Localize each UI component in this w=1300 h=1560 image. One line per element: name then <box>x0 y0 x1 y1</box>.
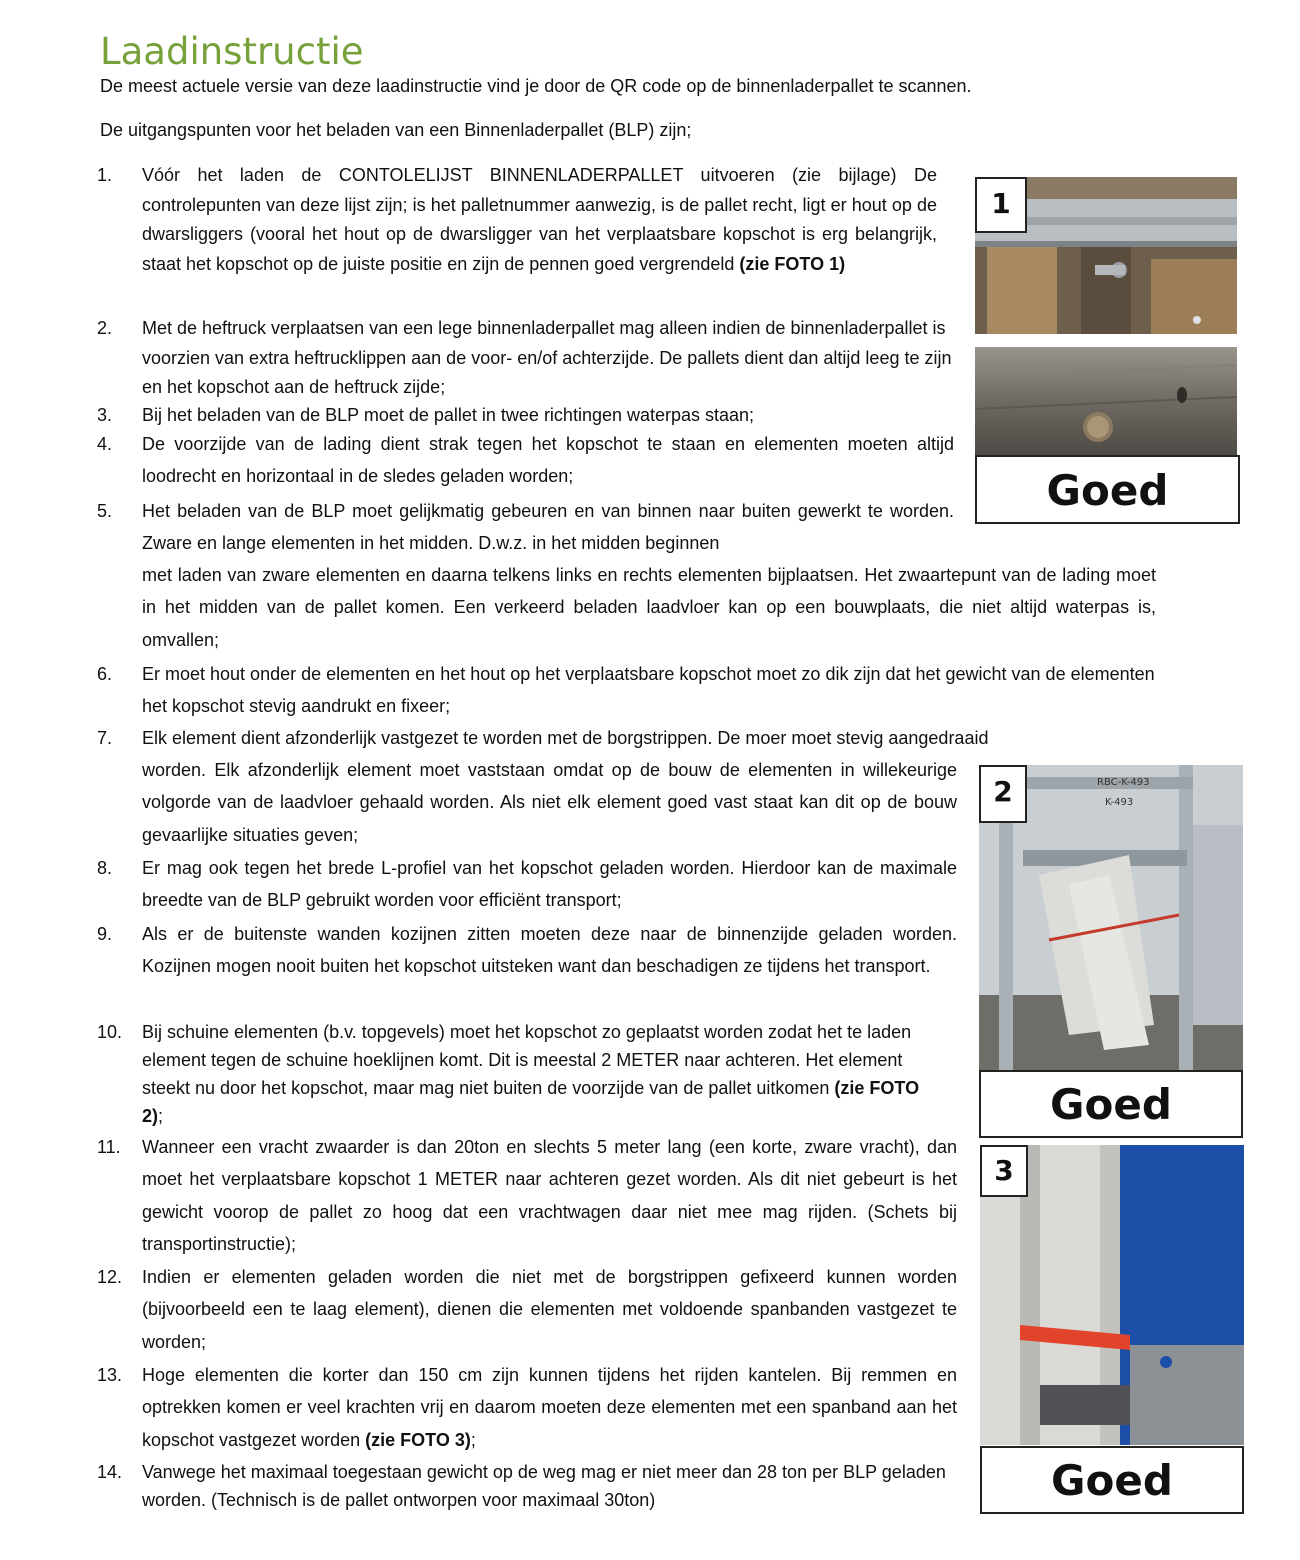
item-number: 1. <box>97 165 113 185</box>
item-text: Vanwege het maximaal toegestaan gewicht op de weg mag er niet meer dan 28 ton per BLP geladen worden. (Technisch is de pallet ontworpen voor maximaal 30ton) <box>142 1462 946 1510</box>
item-text: De voorzijde van de lading dient strak tegen het kopschot te staan en elementen moeten altijd loodrecht en horizontaal in de sledes geladen worden; <box>142 434 954 487</box>
plate-label-1: RBC-K-493 <box>1097 777 1150 788</box>
item-text: Het beladen van de BLP moet gelijkmatig gebeuren en van binnen naar buiten gewerkt te worden. Zware en lange elementen in het midden. D.w.z. in het midden beginnen <box>142 501 954 554</box>
page-title: Laadinstructie <box>100 30 364 73</box>
photo-badge-3: 3 <box>980 1145 1028 1197</box>
photo-1-bottom <box>975 347 1237 455</box>
item-text: Bij schuine elementen (b.v. topgevels) moet het kopschot zo geplaatst worden zodat het te laden element tegen de schuine hoeklijnen komt. Dit is meestal 2 METER naar achteren. Het element steekt nu door het kopschot, maar mag niet buiten de voorzijde van de pallet uitkomen (zie FOTO 2); <box>142 1022 920 1126</box>
item-text: Hoge elementen die korter dan 150 cm zijn kunnen tijdens het rijden kantelen. Bij remmen en optrekken komen er veel krachten vrij en daarom moeten deze elementen met een spanband aan het kopschot vastgezet worden (zie FOTO 3); <box>142 1365 957 1450</box>
item-text-continued: met laden van zware elementen en daarna telkens links en rechts elementen bijplaatsen. Het zwaartepunt van de lading moet in het midden van de pallet komen. Een verkeerd beladen laadvloer kan op een bouwplaats, die niet altijd waterpas is, omvallen; <box>142 565 1156 650</box>
item-text: Als er de buitenste wanden kozijnen zitten moeten deze naar de binnenzijde geladen worden. Kozijnen mogen nooit buiten het kopschot uitsteken want dan beschadigen ze tijdens het transport. <box>142 924 957 977</box>
item-text: Indien er elementen geladen worden die niet met de borgstrippen gefixeerd kunnen worden (bijvoorbeeld een te laag element), dienen die elementen met voldoende spanbanden vastgezet te worden; <box>142 1267 957 1352</box>
intro-line-2: De uitgangspunten voor het beladen van een Binnenladerpallet (BLP) zijn; <box>100 120 692 140</box>
photo-2 <box>979 765 1243 1070</box>
item-text: worden. Elk afzonderlijk element moet vaststaan omdat op de bouw de elementen in willekeurige volgorde van de laadvloer gehaald worden. Als niet elk element goed vast staat kan dit op de bouw gevaarlijke situaties geven; <box>142 760 957 845</box>
caption-goed-1: Goed <box>975 455 1240 524</box>
item-text: Wanneer een vracht zwaarder is dan 20ton en slechts 5 meter lang (een korte, zware vracht), dan moet het verplaatsbare kopschot 1 METER naar achteren gezet worden. Als dit niet gebeurt is het gewicht voorop de pallet zo hoog dat een vrachtwagen daar niet mee mag rijden. (Schets bij transportinstructie); <box>142 1137 957 1255</box>
plate-label-2: K-493 <box>1105 797 1134 808</box>
photo-3 <box>980 1145 1244 1445</box>
photo-1-top <box>975 177 1237 334</box>
caption-goed-2: Goed <box>979 1070 1243 1138</box>
item-text: Vóór het laden de CONTOLELIJST BINNENLADERPALLET uitvoeren (zie bijlage) De controlepunten van deze lijst zijn; is het palletnummer aanwezig, is de pallet recht, ligt er hout op de dwarsliggers (vooral het hout op de dwarsligger van het verplaatsbare kopschot is erg belangrijk, staat het kopschot op de juiste positie en zijn de pennen goed vergrendeld (zie FOTO 1) <box>142 165 937 274</box>
photo-badge-1: 1 <box>975 177 1027 233</box>
caption-goed-3: Goed <box>980 1446 1244 1514</box>
photo-badge-2: 2 <box>979 765 1027 823</box>
kopschot-rail-photo <box>975 347 1237 455</box>
intro-line-1: De meest actuele versie van deze laadinstructie vind je door de QR code op de binnenladerpallet te scannen. <box>100 76 972 96</box>
item-text-first-line: Elk element dient afzonderlijk vastgezet te worden met de borgstrippen. De moer moet stevig aangedraaid <box>142 728 989 748</box>
item-text: Er mag ook tegen het brede L-profiel van het kopschot geladen worden. Hierdoor kan de maximale breedte van de BLP gebruikt worden voor efficiënt transport; <box>142 858 957 911</box>
item-text: Met de heftruck verplaatsen van een lege binnenladerpallet mag alleen indien de binnenladerpallet is voorzien van extra heftrucklippen aan de voor- en/of achterzijde. De pallets dient dan altijd leeg te zijn en het kopschot aan de heftruck zijde; <box>142 318 952 397</box>
item-text: Bij het beladen van de BLP moet de pallet in twee richtingen waterpas staan; <box>142 405 755 425</box>
item-text: Er moet hout onder de elementen en het hout op het verplaatsbare kopschot moet zo dik zijn dat het gewicht van de elementen het kopschot stevig aandrukt en fixeer; <box>142 664 1155 717</box>
